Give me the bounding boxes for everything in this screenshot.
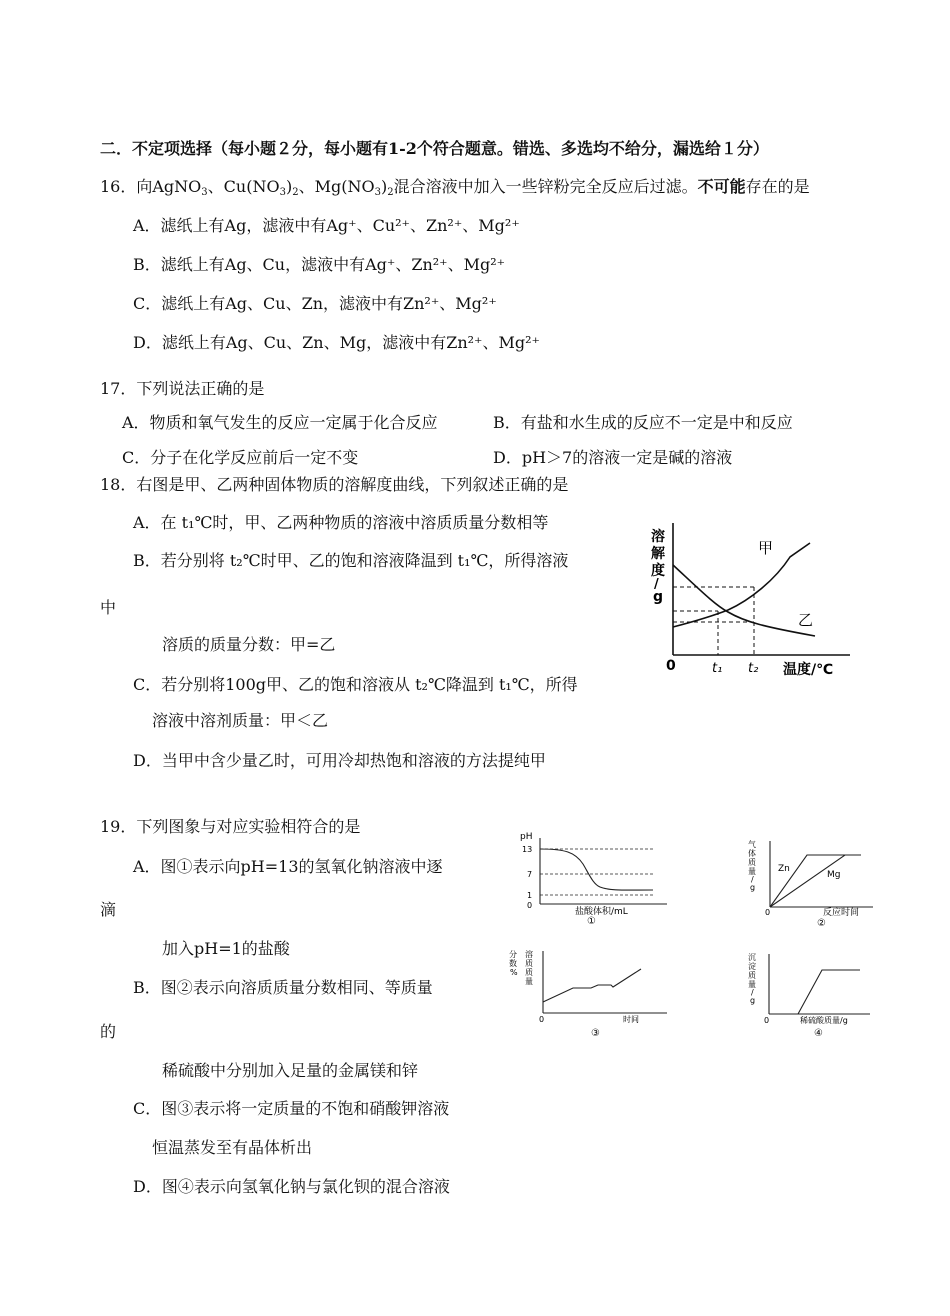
- label-yi: 乙: [798, 611, 814, 629]
- fig3-ylabel-0: 溶: [525, 950, 533, 959]
- fig1-ph-graph: [515, 830, 670, 925]
- q16-f3-sub: 3: [374, 187, 381, 198]
- section-title: 二．不定项选择（每小题２分，每小题有1-2个符合题意。错选、多选均不给分，漏选给１分）: [100, 139, 769, 158]
- q17-option-b: B．有盐和水生成的反应不一定是中和反应: [493, 413, 793, 432]
- q18-option-b-line1: B．若分别将 t₂℃时甲、乙的饱和溶液降温到 t₁℃，所得溶液: [133, 551, 569, 570]
- q19-option-c-line2: 恒温蒸发至有晶体析出: [152, 1138, 313, 1157]
- fig3-caption: ③: [591, 1028, 600, 1039]
- q18-option-c-line2: 溶液中溶剂质量：甲＜乙: [152, 711, 329, 730]
- fig3-xlabel: 时间: [623, 1015, 639, 1024]
- fig3-ylabel-4: 分: [509, 950, 517, 959]
- q17-option-d: D．pH＞7的溶液一定是碱的溶液: [493, 448, 733, 467]
- fig4-ylabel-5: g: [750, 996, 756, 1005]
- fig4-ylabel-3: 量: [748, 980, 756, 989]
- fig4-ylabel-1: 淀: [748, 962, 756, 971]
- q19-stem: 19．下列图象与对应实验相符合的是: [100, 817, 361, 836]
- q17-stem: 17．下列说法正确的是: [100, 379, 265, 398]
- q16-f2-sub: 3: [279, 187, 286, 198]
- q16-sep2: 、Mg(NO: [298, 177, 375, 196]
- fig3-ylabel-1: 质: [525, 959, 533, 968]
- q16-prefix: 16．向: [100, 177, 153, 196]
- fig2-mg-line: [770, 855, 861, 907]
- fig4-precipitate-graph: [742, 948, 872, 1043]
- q19-option-a-line3: 加入pH=1的盐酸: [162, 939, 290, 958]
- fig4-ylabel-2: 质: [748, 971, 756, 980]
- fig3-fraction-graph: [505, 945, 670, 1040]
- fig1-ph-curve: [540, 849, 653, 890]
- fig2-xlabel: 反应时间: [823, 908, 860, 918]
- fig1-xlabel: 盐酸体积/mL: [575, 907, 628, 917]
- sol-ylabel-0: 溶: [651, 529, 665, 545]
- q16-f1-sub: 3: [201, 187, 208, 198]
- q16-option-a: A．滤纸上有Ag，滤液中有Ag⁺、Cu²⁺、Zn²⁺、Mg²⁺: [133, 216, 520, 235]
- sol-ylabel-2: 度: [651, 563, 665, 579]
- fig2-ylabel-1: 体: [748, 849, 756, 858]
- fig3-curve: [543, 969, 641, 1002]
- q17-option-c: C．分子在化学反应前后一定不变: [122, 448, 359, 467]
- q19-option-b-line3: 稀硫酸中分别加入足量的金属镁和锌: [162, 1061, 419, 1080]
- fig2-label-mg: Mg: [827, 870, 841, 880]
- sol-ylabel-1: 解: [651, 546, 665, 562]
- sol-t2: t₂: [748, 661, 759, 676]
- fig4-ylabel-4: /: [751, 988, 754, 997]
- q16-f3-sub2: 2: [387, 187, 394, 198]
- q16-f2-sub2: 2: [292, 187, 299, 198]
- q16-end: 存在的是: [745, 177, 810, 196]
- q16-f3-close: ): [380, 177, 388, 196]
- fig3-ylabel-5: 数: [509, 959, 517, 968]
- fig3-ylabel-6: %: [510, 968, 518, 977]
- fig4-origin: 0: [764, 1016, 770, 1025]
- fig2-origin: 0: [765, 908, 771, 917]
- q16-f1: AgNO: [152, 177, 202, 196]
- q16-sep1: 、Cu(NO: [207, 177, 280, 196]
- q16-stem: [100, 176, 810, 198]
- fig1-tick-0: 0: [527, 901, 533, 910]
- fig4-curve: [798, 970, 860, 1014]
- sol-ylabel-4: g: [653, 589, 664, 605]
- q18-option-d: D．当甲中含少量乙时，可用冷却热饱和溶液的方法提纯甲: [133, 751, 546, 770]
- fig2-gas-graph: [745, 835, 875, 930]
- q18-option-a: A．在 t₁℃时，甲、乙两种物质的溶液中溶质质量分数相等: [133, 513, 549, 532]
- sol-t1: t₁: [712, 661, 723, 676]
- q18-option-c-line1: C．若分别将100g甲、乙的饱和溶液从 t₂℃降温到 t₁℃，所得: [133, 675, 578, 694]
- q16-option-d: D．滤纸上有Ag、Cu、Zn、Mg，滤液中有Zn²⁺、Mg²⁺: [133, 333, 540, 352]
- sol-xlabel: 温度/℃: [783, 662, 834, 678]
- fig4-caption: ④: [814, 1028, 823, 1039]
- fig2-ylabel-3: 量: [748, 867, 756, 876]
- q18-option-b-line3: 溶质的质量分数：甲=乙: [162, 635, 336, 654]
- q18-option-b-line2: 中: [100, 598, 117, 617]
- fig4-ylabel-0: 沉: [748, 953, 756, 962]
- q19-option-c-line1: C．图③表示将一定质量的不饱和硝酸钾溶液: [133, 1099, 450, 1118]
- fig3-ylabel-3: 量: [525, 977, 533, 986]
- q16-f2-close: ): [285, 177, 293, 196]
- q19-option-b-line1: B．图②表示向溶质质量分数相同、等质量: [133, 978, 433, 997]
- fig2-caption: ②: [817, 918, 826, 929]
- fig1-ylabel: pH: [520, 832, 533, 842]
- q19-option-a-line2: 滴: [100, 900, 117, 919]
- fig1-tick-1: 1: [527, 891, 533, 900]
- fig4-xlabel: 稀硫酸质量/g: [800, 1016, 848, 1025]
- q16-emph: 不可能: [697, 177, 746, 196]
- fig2-ylabel-2: 质: [748, 858, 756, 867]
- q19-option-d-line1: D．图④表示向氢氧化钠与氯化钡的混合溶液: [133, 1177, 450, 1196]
- fig1-tick-13: 13: [522, 845, 533, 854]
- fig2-zn-line: [770, 855, 861, 907]
- sol-ylabel-3: /: [654, 577, 659, 592]
- q18-stem: 18．右图是甲、乙两种固体物质的溶解度曲线，下列叙述正确的是: [100, 475, 569, 494]
- label-jia: 甲: [758, 539, 774, 557]
- fig2-ylabel-0: 气: [748, 840, 756, 849]
- fig1-tick-7: 7: [527, 870, 533, 879]
- solubility-graph: [640, 515, 860, 685]
- q16-mid: 混合溶液中加入一些锌粉完全反应后过滤。: [393, 177, 698, 196]
- fig3-origin: 0: [539, 1015, 545, 1024]
- fig1-caption: ①: [587, 916, 596, 925]
- fig2-ylabel-4: /: [751, 875, 754, 884]
- fig2-ylabel-5: g: [750, 883, 756, 892]
- fig3-ylabel-2: 质: [525, 968, 533, 977]
- q16-option-b: B．滤纸上有Ag、Cu，滤液中有Ag⁺、Zn²⁺、Mg²⁺: [133, 255, 506, 274]
- fig2-label-zn: Zn: [778, 864, 790, 874]
- q17-option-a: A．物质和氧气发生的反应一定属于化合反应: [122, 413, 438, 432]
- q19-option-b-line2: 的: [100, 1022, 117, 1041]
- q16-option-c: C．滤纸上有Ag、Cu、Zn，滤液中有Zn²⁺、Mg²⁺: [133, 294, 497, 313]
- q19-option-a-line1: A．图①表示向pH=13的氢氧化钠溶液中逐: [133, 857, 443, 876]
- sol-origin: 0: [666, 658, 676, 674]
